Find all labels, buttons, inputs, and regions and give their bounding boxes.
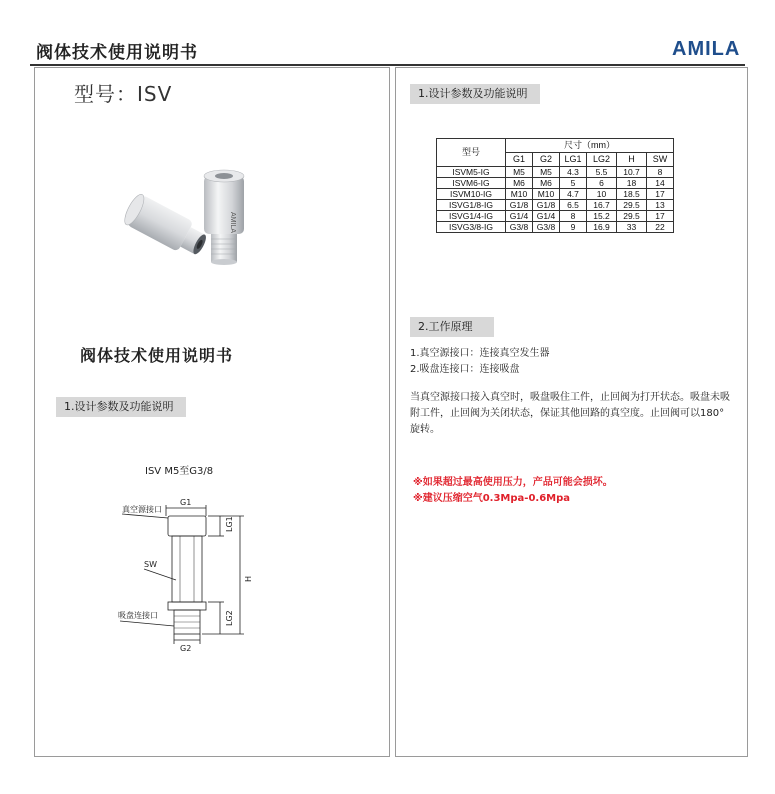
- table-row: [437, 189, 674, 200]
- brand-logo: AMILA: [672, 38, 741, 60]
- table-cell: 33: [617, 222, 647, 233]
- section-tag-design-params: 1.设计参数及功能说明: [56, 397, 186, 417]
- table-cell-model: ISVG1/8-IG: [437, 200, 506, 211]
- table-cell-model: ISVM6-IG: [437, 178, 506, 189]
- valve-dimension-diagram: [110, 494, 260, 654]
- table-cell: M10: [506, 189, 533, 200]
- table-cell: 5: [560, 178, 587, 189]
- table-cell: 16.7: [587, 200, 617, 211]
- table-cell: 29.5: [617, 211, 647, 222]
- table-col-header: SW: [647, 153, 674, 167]
- table-header-model: 型号: [437, 139, 506, 167]
- doc-title: 阀体技术使用说明书: [80, 346, 234, 365]
- table-cell: 22: [647, 222, 674, 233]
- svg-text:G1: G1: [180, 498, 192, 507]
- table-cell: 6.5: [560, 200, 587, 211]
- table-col-header: G1: [506, 153, 533, 167]
- table-cell: 8: [647, 167, 674, 178]
- table-cell: 16.9: [587, 222, 617, 233]
- table-cell: 10: [587, 189, 617, 200]
- table-cell-model: ISVM5-IG: [437, 167, 506, 178]
- table-cell: G1/8: [533, 200, 560, 211]
- diagram-caption: ISV M5至G3/8: [145, 466, 214, 477]
- warning-air-pressure: ※建议压缩空气0.3Mpa-0.6Mpa: [413, 493, 571, 504]
- table-cell: 17: [647, 189, 674, 200]
- table-cell: 14: [647, 178, 674, 189]
- table-cell: 10.7: [617, 167, 647, 178]
- table-col-header: G2: [533, 153, 560, 167]
- table-cell: M6: [506, 178, 533, 189]
- table-cell: G1/8: [506, 200, 533, 211]
- table-row: [437, 167, 674, 178]
- svg-text:真空源接口: 真空源接口: [122, 505, 162, 514]
- table-cell: 4.3: [560, 167, 587, 178]
- table-cell-model: ISVM10-IG: [437, 189, 506, 200]
- table-row: [437, 200, 674, 211]
- table-cell-model: ISVG3/8-IG: [437, 222, 506, 233]
- principle-paragraph: 当真空源接口接入真空时，吸盘吸住工件，止回阀为打开状态。吸盘未吸附工件，止回阀为关闭状态，保证其他回路的真空度。止回阀可以180°旋转。: [410, 392, 730, 435]
- model-title: 型号：ISV: [74, 82, 173, 106]
- table-cell: 13: [647, 200, 674, 211]
- svg-text:LG2: LG2: [225, 610, 234, 626]
- section-tag-design-params-right: 1.设计参数及功能说明: [410, 84, 540, 104]
- warning-pressure: ※如果超过最高使用压力，产品可能会损坏。: [413, 477, 613, 488]
- table-cell: 15.2: [587, 211, 617, 222]
- table-cell: 9: [560, 222, 587, 233]
- table-header-dimensions: 尺寸（mm）: [506, 139, 674, 153]
- page-title: 阀体技术使用说明书: [36, 43, 198, 63]
- table-cell: 18.5: [617, 189, 647, 200]
- table-col-header: LG2: [587, 153, 617, 167]
- table-cell: M5: [506, 167, 533, 178]
- table-cell: G1/4: [506, 211, 533, 222]
- table-row: [437, 178, 674, 189]
- svg-text:吸盘连接口: 吸盘连接口: [118, 611, 158, 620]
- table-cell: G3/8: [533, 222, 560, 233]
- svg-text:AMILA: AMILA: [229, 212, 236, 234]
- table-cell: 5.5: [587, 167, 617, 178]
- table-col-header: H: [617, 153, 647, 167]
- dimension-table: [436, 138, 674, 233]
- table-cell: G1/4: [533, 211, 560, 222]
- table-cell: 6: [587, 178, 617, 189]
- svg-text:H: H: [244, 575, 253, 582]
- table-cell: G3/8: [506, 222, 533, 233]
- table-row: [437, 222, 674, 233]
- svg-text:SW: SW: [144, 560, 157, 569]
- svg-text:LG1: LG1: [225, 516, 234, 532]
- table-cell: 18: [617, 178, 647, 189]
- header-rule: [30, 64, 745, 66]
- port-description-cup: 2.吸盘连接口：连接吸盘: [410, 364, 520, 375]
- table-cell: 8: [560, 211, 587, 222]
- table-cell: M5: [533, 167, 560, 178]
- table-cell: 29.5: [617, 200, 647, 211]
- table-cell: M10: [533, 189, 560, 200]
- table-row: [437, 211, 674, 222]
- product-photo: [118, 156, 270, 296]
- port-description-vacuum: 1.真空源接口：连接真空发生器: [410, 348, 550, 359]
- table-cell: 17: [647, 211, 674, 222]
- table-col-header: LG1: [560, 153, 587, 167]
- table-cell: 4.7: [560, 189, 587, 200]
- section-tag-working-principle: 2.工作原理: [410, 317, 494, 337]
- table-cell: M6: [533, 178, 560, 189]
- table-cell-model: ISVG1/4-IG: [437, 211, 506, 222]
- svg-text:G2: G2: [180, 644, 192, 653]
